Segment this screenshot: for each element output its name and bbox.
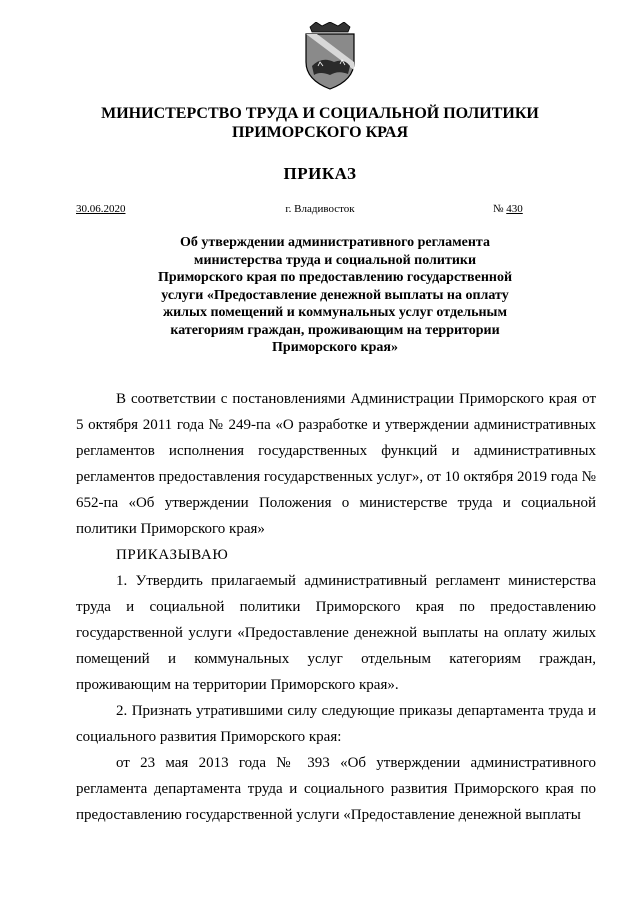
body-paragraph-order-word: ПРИКАЗЫВАЮ: [116, 547, 229, 563]
subject-line: министерства труда и социальной политики: [193, 252, 477, 268]
body-paragraph-preamble: В соответствии с постановлениями Администрации Приморского края от 5 октября 2011 года № 249-па «О разработке и утверждении административных регламентов исполнения государственных функций и административных регламентов предоставления государственных услуг», от 10 октября 2019 года № 652-па «Об утверждении Положения о министерстве труда и социальной политики Приморского края»: [76, 391, 596, 537]
ministry-line-2: ПРИМОРСКОГО КРАЯ: [231, 124, 409, 141]
body-paragraph-item-1: 1. Утвердить прилагаемый административный регламент министерства труда и социальной политики Приморского края по предоставлению государственной услуги «Предоставление денежной выплаты на оплату жилых помещений и коммунальных услуг отдельным категориям граждан, проживающим на территории Приморского края».: [76, 573, 596, 693]
order-subject: [150, 234, 520, 357]
number-value: 430: [506, 203, 523, 215]
ministry-name: [0, 104, 640, 142]
document-type: ПРИКАЗ: [283, 164, 357, 183]
coat-of-arms-icon: [300, 22, 360, 90]
subject-line: Приморского края»: [272, 340, 398, 355]
body-paragraph-item-2-sub: от 23 мая 2013 года № 393 «Об утверждении административного регламента департамента труда и социального развития Приморского края по предоставлению государственной услуги «Предоставление денежной выплаты: [76, 755, 596, 823]
order-date: 30.06.2020: [76, 203, 126, 215]
body-paragraph-item-2: 2. Признать утратившими силу следующие приказы департамента труда и социального развития Приморского края:: [76, 703, 596, 745]
subject-line: Об утверждении административного регламента: [180, 235, 490, 250]
order-number: [493, 203, 523, 215]
order-city: г. Владивосток: [285, 203, 355, 215]
subject-line: Приморского края по предоставлению государственной: [157, 270, 513, 285]
number-prefix: №: [493, 203, 507, 215]
ministry-line-1: МИНИСТЕРСТВО ТРУДА И СОЦИАЛЬНОЙ ПОЛИТИКИ: [101, 105, 539, 122]
subject-line: категориям граждан, проживающим на территории: [170, 322, 500, 338]
subject-line: услуги «Предоставление денежной выплаты на оплату: [161, 287, 509, 303]
subject-line: жилых помещений и коммунальных услуг отдельным: [162, 305, 508, 320]
order-body: [76, 386, 596, 828]
